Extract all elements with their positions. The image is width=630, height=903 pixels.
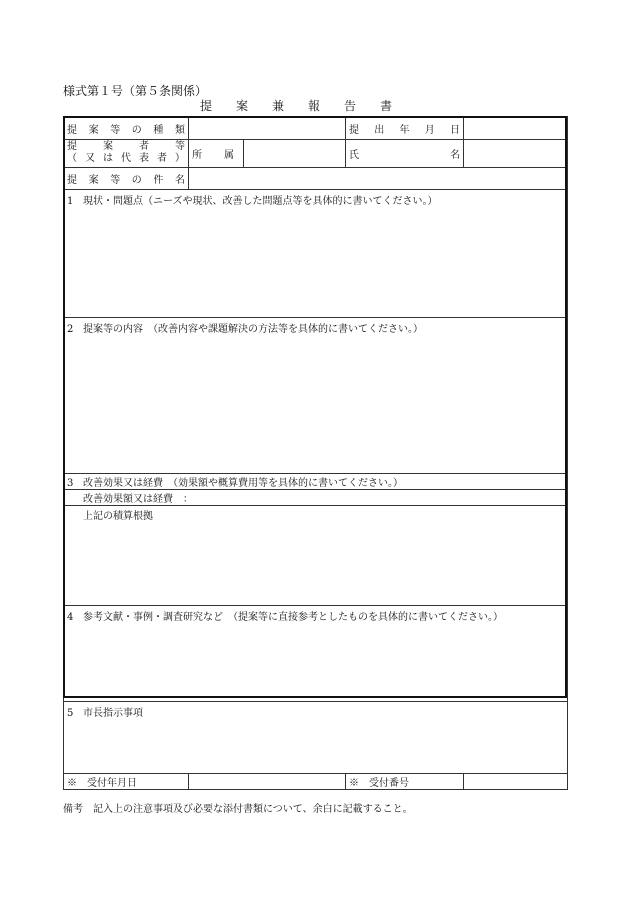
subject-field[interactable] [189, 168, 568, 190]
section-references[interactable]: 4 参考文献・事例・調査研究など （提案等に直接参考としたものを具体的に書いてください。） [64, 606, 568, 702]
form-number: 様式第１号（第５条関係） [63, 84, 208, 98]
form-title: 提 案 兼 報 告 書 [200, 99, 393, 113]
received-date-field[interactable] [189, 774, 346, 790]
submit-date-field[interactable] [464, 117, 568, 140]
subject-label: 提 案 等 の 件 名 [64, 168, 189, 190]
proposal-form [63, 116, 567, 790]
received-date-label: ※ 受付年月日 [64, 774, 189, 790]
received-number-label: ※ 受付番号 [346, 774, 464, 790]
section-mayor-instructions[interactable]: 5 市長指示事項 [64, 702, 568, 774]
improvement-amount-field[interactable]: 改善効果額又は経費 ： [64, 490, 568, 506]
remarks: 備考 記入上の注意事項及び必要な添付書類について、余白に記載すること。 [63, 804, 413, 815]
name-field[interactable] [464, 140, 568, 168]
section-proposal-content[interactable]: 2 提案等の内容 （改善内容や課題解決の方法等を具体的に書いてください。） [64, 318, 568, 474]
affiliation-label: 所 属 [189, 140, 244, 168]
submit-date-label: 提 出 年 月 日 [346, 117, 464, 140]
section-current-issues[interactable]: 1 現状・問題点（ニーズや現状、改善した問題点等を具体的に書いてください。） [64, 190, 568, 318]
received-number-field[interactable] [464, 774, 568, 790]
name-label: 氏 名 [346, 140, 464, 168]
estimate-basis-field[interactable]: 上記の積算根拠 [64, 506, 568, 606]
section-improvement-effect: 3 改善効果又は経費 （効果額や概算費用等を具体的に書いてください。） [64, 474, 568, 490]
proposer-label: 提 案 者 等 （ 又 は 代 表 者 ） [64, 140, 189, 168]
proposal-type-label: 提 案 等 の 種 類 [64, 117, 189, 140]
affiliation-field[interactable] [244, 140, 346, 168]
proposal-type-field[interactable] [189, 117, 346, 140]
